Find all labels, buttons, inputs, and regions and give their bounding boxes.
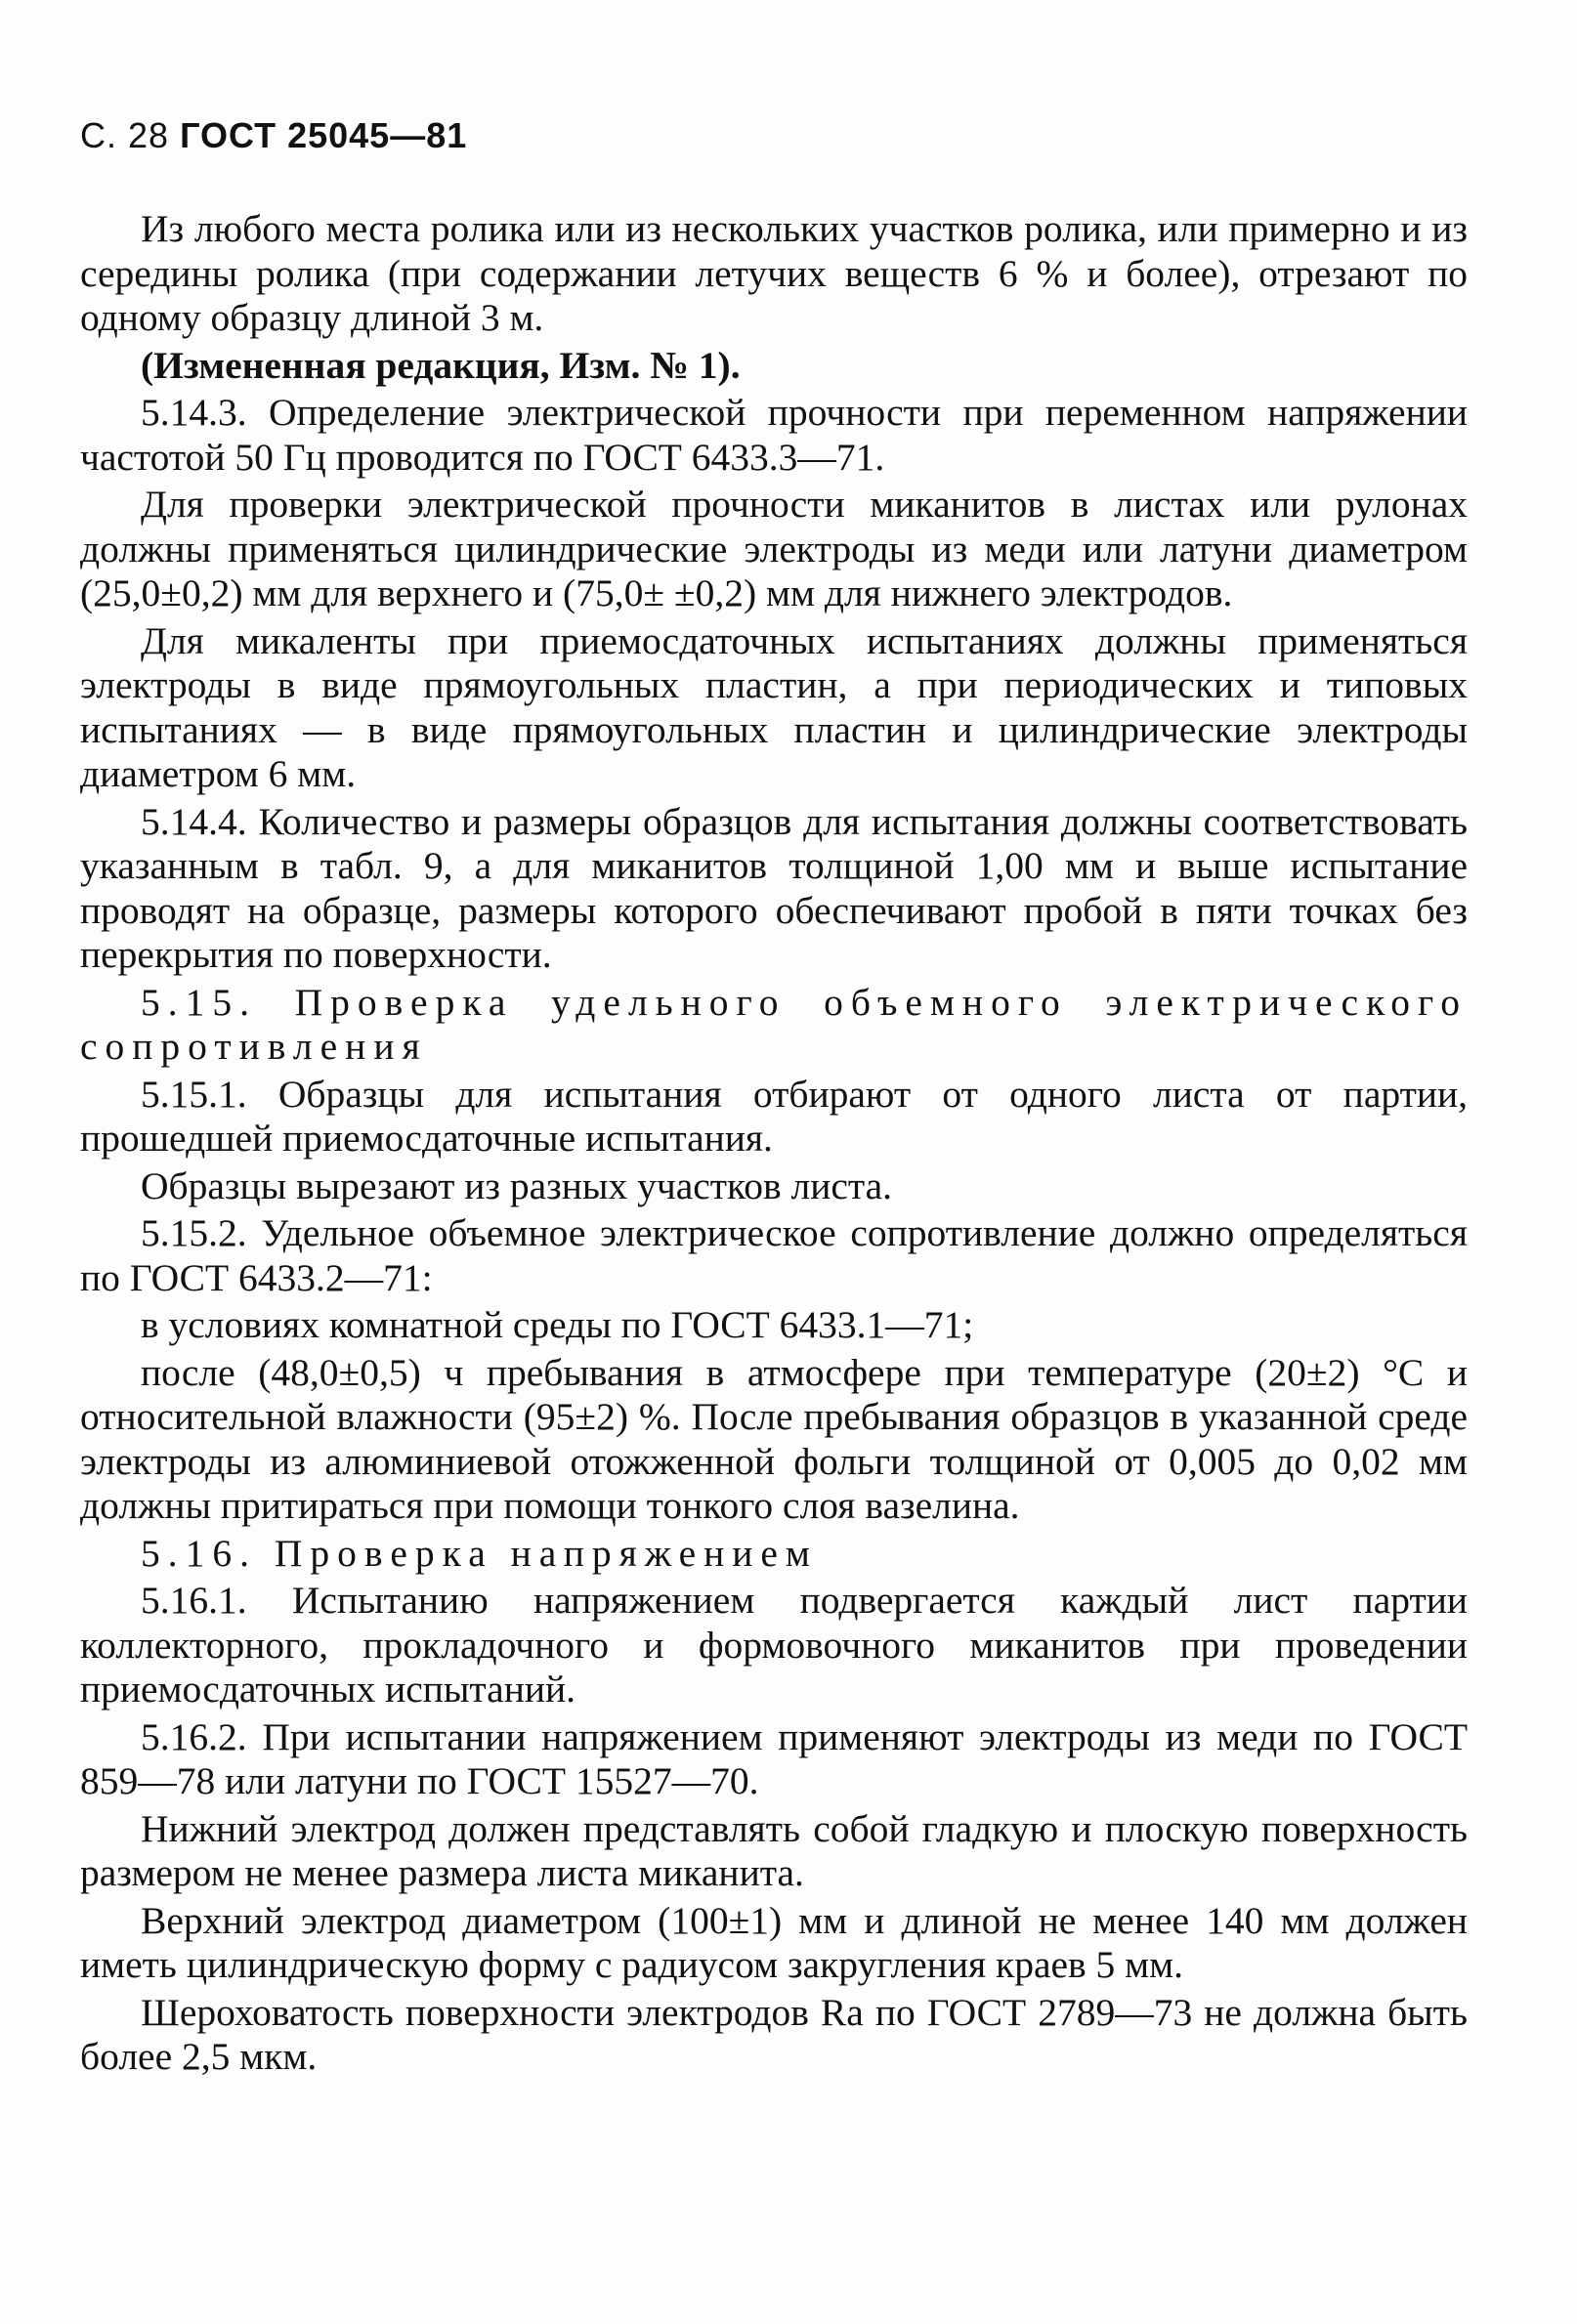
paragraph-electrodes-micanite: Для проверки электрической прочности миканитов в листах или рулонах должны применяться цилиндрические электроды из меди или латуни диаметром (25,0±0,2) мм для верхнего и (75,0± ±0,2) мм для нижнего электродов.	[80, 483, 1468, 614]
standard-number: ГОСТ 25045—81	[180, 115, 468, 155]
page-header	[80, 115, 467, 156]
paragraph-samples-cut: Образцы вырезают из разных участков листа.	[141, 1163, 893, 1207]
paragraph-lower-electrode: Нижний электрод должен представлять собой гладкую и плоскую поверхность размером не менее размера листа миканита.	[80, 1806, 1468, 1894]
paragraph-roughness: Шероховатость поверхности электродов Rа по ГОСТ 2789—73 не должна быть более 2,5 мкм.	[80, 1990, 1468, 2078]
document-body	[80, 207, 1468, 2083]
paragraph-5-16-1: 5.16.1. Испытанию напряжением подвергается каждый лист партии коллекторного, прокладочного и формовочного миканитов при проведении приемосдаточных испытаний.	[80, 1579, 1468, 1711]
paragraph-upper-electrode: Верхний электрод диаметром (100±1) мм и длиной не менее 140 мм должен иметь цилиндрическую форму с радиусом закругления краев 5 мм.	[80, 1898, 1468, 1986]
paragraph-sampling: Из любого места ролика или из нескольких участков ролика, или примерно и из середины ролика (при содержании летучих веществ 6 % и более), отрезают по одному образцу длиной 3 м.	[80, 207, 1468, 339]
paragraph-5-16-2: 5.16.2. При испытании напряжением применяют электроды из меди по ГОСТ 859—78 или латуни по ГОСТ 15527—70.	[80, 1714, 1468, 1802]
paragraph-5-14-3: 5.14.3. Определение электрической прочности при переменном напряжении частотой 50 Гц проводится по ГОСТ 6433.3—71.	[80, 391, 1468, 479]
paragraph-5-14-4: 5.14.4. Количество и размеры образцов для испытания должны соответствовать указанным в табл. 9, а для миканитов толщиной 1,00 мм и выше испытание проводят на образце, размеры которого обеспечивают пробой в пяти точках без перекрытия по поверхности.	[80, 799, 1468, 976]
paragraph-5-15-1: 5.15.1. Образцы для испытания отбирают от одного листа от партии, прошедшей приемосдаточные испытания.	[80, 1072, 1468, 1160]
amendment-note: (Измененная редакция, Изм. № 1).	[141, 343, 741, 387]
page-number: С. 28	[80, 115, 170, 155]
paragraph-5-15-2: 5.15.2. Удельное объемное электрическое сопротивление должно определяться по ГОСТ 6433.2—71:	[80, 1211, 1468, 1299]
section-heading-5-16: 5.16. Проверка напряжением	[141, 1531, 818, 1575]
paragraph-room-conditions: в условиях комнатной среды по ГОСТ 6433.1—71;	[141, 1303, 974, 1346]
paragraph-electrodes-micatape: Для микаленты при приемосдаточных испытаниях должны применяться электроды в виде прямоугольных пластин, а при периодических и типовых испытаниях — в виде прямоугольных пластин и цилиндрические электроды диаметром 6 мм.	[80, 618, 1468, 795]
section-heading-5-15: 5.15. Проверка удельного объемного электрического сопротивления	[80, 980, 1468, 1068]
paragraph-humidity-conditions: после (48,0±0,5) ч пребывания в атмосфере при температуре (20±2) °С и относительной влажности (95±2) %. После пребывания образцов в указанной среде электроды из алюминиевой отожженной фольги толщиной от 0,005 до 0,02 мм должны притираться при помощи тонкого слоя вазелина.	[80, 1350, 1468, 1527]
